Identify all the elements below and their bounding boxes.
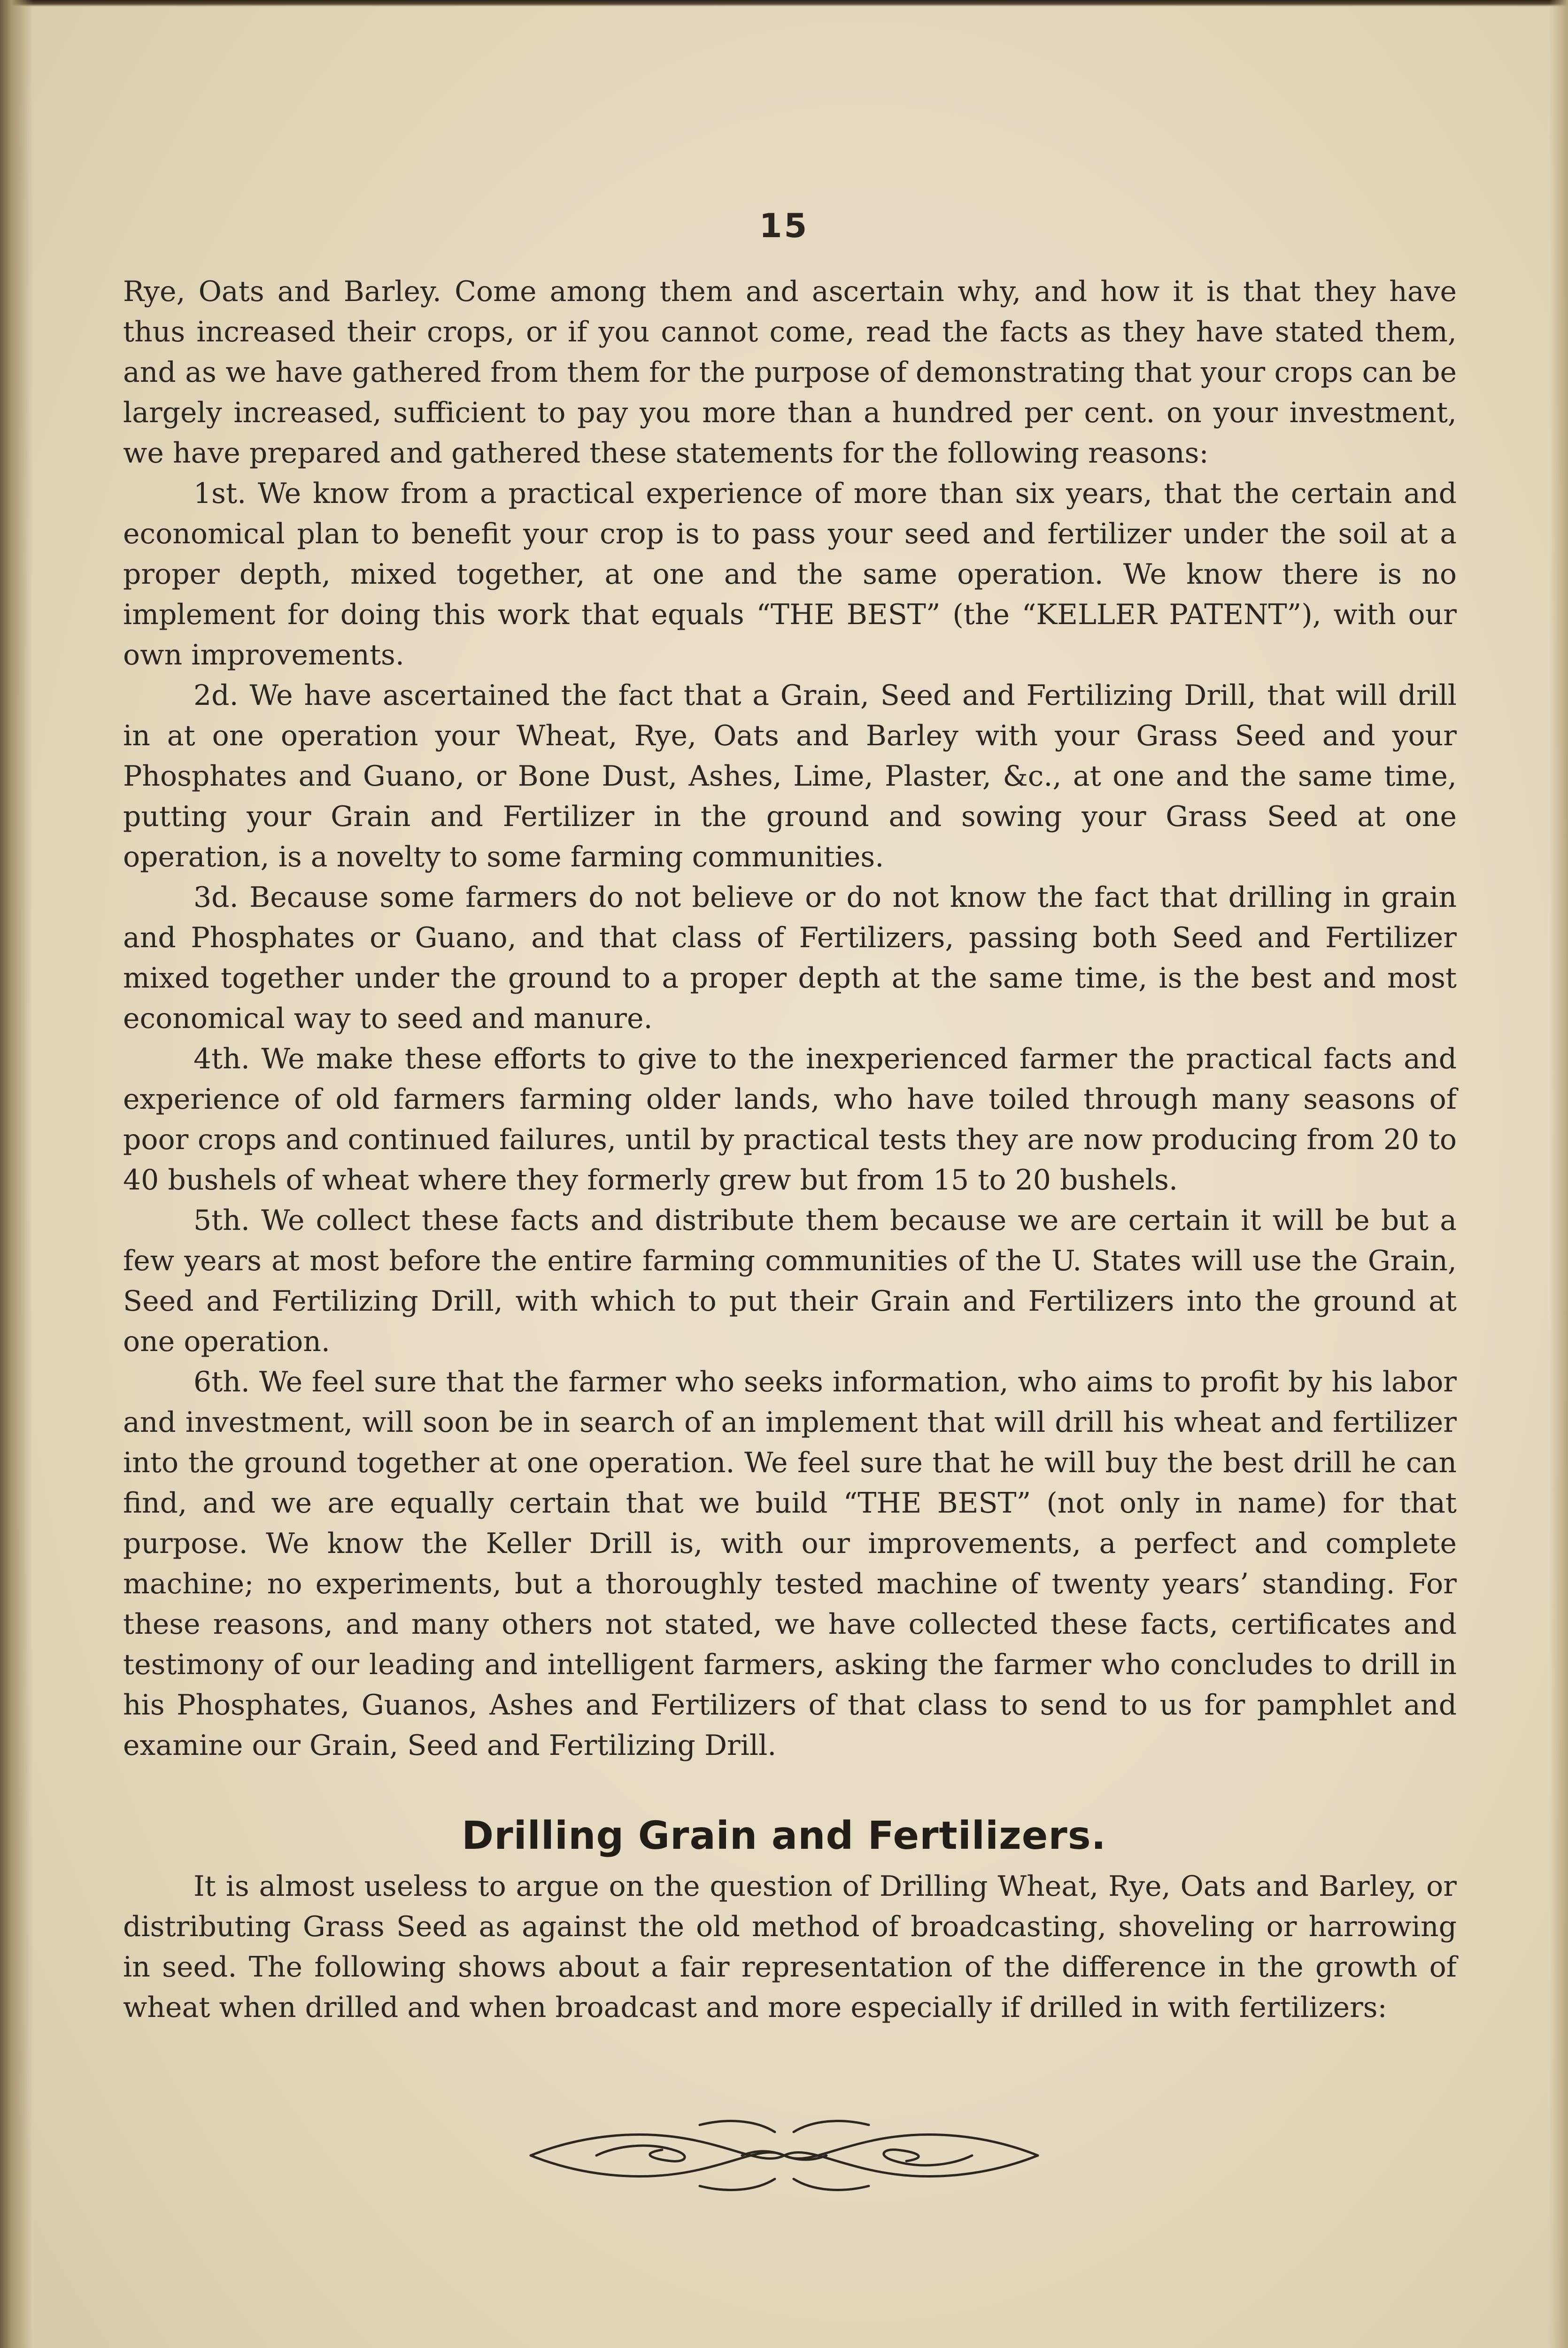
reason-text: We know from a practical experience of more than six years, that the certain and economical plan to benefit your crop is to pass your seed and fertilizer under the soil at a proper depth, mixed together, at one and the same operation. We know there is no implement for doing this work that equals “THE BEST” (the “KELLER PATENT”), with our own improvements.	[123, 477, 1457, 672]
reason-marker: 2d.	[193, 679, 239, 712]
reason-text: We make these efforts to give to the inexperienced farmer the practical facts and experience of old farmers farming older lands, who have toiled through many seasons of poor crops and continued failures, until by practical tests they are now producing from 20 to 40 bushels of wheat where they formerly grew but from 15 to 20 bushels.	[123, 1043, 1457, 1197]
section-heading: Drilling Grain and Fertilizers.	[462, 1814, 1106, 1858]
reason-marker: 6th.	[193, 1366, 250, 1398]
reason-paragraph-4	[123, 1039, 1457, 1200]
reason-marker: 3d.	[193, 881, 239, 914]
reason-paragraph-5	[123, 1200, 1457, 1362]
page-top-edge	[0, 0, 1568, 7]
reason-paragraph-6	[123, 1362, 1457, 1766]
reason-paragraph-3	[123, 877, 1457, 1039]
page-number: 15	[759, 207, 809, 245]
intro-paragraph: Rye, Oats and Barley. Come among them and ascertain why, and how it is that they have thus increased their crops, or if you cannot come, read the facts as they have stated them, and as we have gathered from them for the purpose of demonstrating that your crops can be largely increased, sufficient to pay you more than a hundred per cent. on your investment, we have prepared and gathered these statements for the following reasons:	[123, 275, 1457, 470]
decorative-scroll-ornament-icon	[521, 2109, 1047, 2202]
section-paragraph: It is almost useless to argue on the question of Drilling Wheat, Rye, Oats and Barley, or distributing Grass Seed as against the old method of broadcasting, shoveling or harrowing in seed. The following shows about a fair representation of the difference in the growth of wheat when drilled and when broadcast and more especially if drilled in with fertilizers:	[123, 1870, 1457, 2024]
reason-text: We have ascertained the fact that a Grain, Seed and Fertilizing Drill, that will drill in at one operation your Wheat, Rye, Oats and Barley with your Grass Seed and your Phosphates and Guano, or Bone Dust, Ashes, Lime, Plaster, &c., at one and the same time, putting your Grain and Fertilizer in the ground and sowing your Grass Seed at one operation, is a novelty to some farming communities.	[123, 679, 1457, 873]
reason-paragraph-1	[123, 473, 1457, 675]
reason-text: Because some farmers do not believe or do not know the fact that drilling in grain and Phosphates or Guano, and that class of Fertilizers, passing both Seed and Fertilizer mixed together under the ground to a proper depth at the same time, is the best and most economical way to seed and manure.	[123, 881, 1457, 1035]
page-left-edge	[0, 0, 33, 2348]
body-text-top	[123, 271, 1457, 1766]
reason-marker: 4th.	[193, 1043, 250, 1075]
body-text-bottom	[123, 1866, 1457, 2028]
reason-text: We collect these facts and distribute them because we are certain it will be but a few years at most before the entire farming communities of the U. States will use the Grain, Seed and Fertilizing Drill, with which to put their Grain and Fertilizers into the ground at one operation.	[123, 1204, 1457, 1358]
reason-marker: 5th.	[193, 1204, 250, 1237]
reason-marker: 1st.	[193, 477, 247, 510]
page-right-edge	[1549, 0, 1568, 2348]
reason-text: We feel sure that the farmer who seeks information, who aims to profit by his labor and investment, will soon be in search of an implement that will drill his wheat and fertilizer into the ground together at one operation. We feel sure that he will buy the best drill he can find, and we are equally certain that we build “THE BEST” (not only in name) for that purpose. We know the Keller Drill is, with our improvements, a perfect and complete machine; no experiments, but a thoroughly tested machine of twenty years’ standing. For these reasons, and many others not stated, we have collected these facts, certificates and testimony of our leading and intelligent farmers, asking the farmer who concludes to drill in his Phosphates, Guanos, Ashes and Fertilizers of that class to send to us for pamphlet and examine our Grain, Seed and Fertilizing Drill.	[123, 1366, 1457, 1762]
reason-paragraph-2	[123, 675, 1457, 877]
